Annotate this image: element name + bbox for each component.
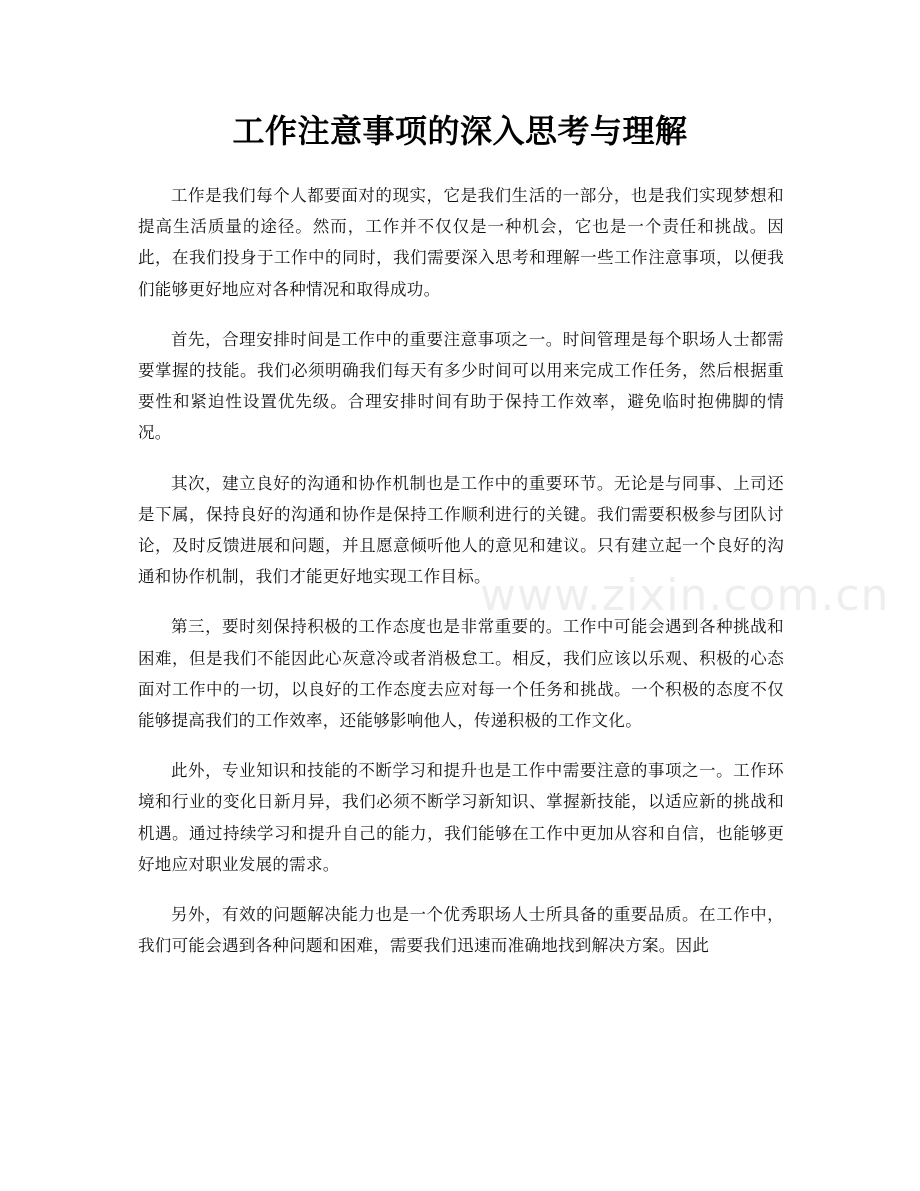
document-title: 工作注意事项的深入思考与理解: [232, 112, 688, 150]
watermark-text: www.zixin.com.cn: [480, 570, 890, 621]
paragraph-2: 首先，合理安排时间是工作中的重要注意事项之一。时间管理是每个职场人士都需要掌握的技能。我们必须明确我们每天有多少时间可以用来完成工作任务，然后根据重要性和紧迫性设置优先级。合理安排时间有助于保持工作效率，避免临时抱佛脚的情况。: [138, 329, 784, 443]
paragraph-3: 其次，建立良好的沟通和协作机制也是工作中的重要环节。无论是与同事、上司还是下属，保持良好的沟通和协作是保持工作顺利进行的关键。我们需要积极参与团队讨论，及时反馈进展和问题，并且愿意倾听他人的意见和建议。只有建立起一个良好的沟通和协作机制，我们才能更好地实现工作目标。: [138, 473, 784, 587]
paragraph-5: 此外，专业知识和技能的不断学习和提升也是工作中需要注意的事项之一。工作环境和行业的变化日新月异，我们必须不断学习新知识、掌握新技能，以适应新的挑战和机遇。通过持续学习和提升自己的能力，我们能够在工作中更加从容和自信，也能够更好地应对职业发展的需求。: [138, 761, 784, 874]
paragraph-4: 第三，要时刻保持积极的工作态度也是非常重要的。工作中可能会遇到各种挑战和困难，但是我们不能因此心灰意冷或者消极怠工。相反，我们应该以乐观、积极的心态面对工作中的一切，以良好的工作态度去应对每一个任务和挑战。一个积极的态度不仅能够提高我们的工作效率，还能够影响他人，传递积极的工作文化。: [138, 617, 784, 731]
paragraph-1: 工作是我们每个人都要面对的现实，它是我们生活的一部分，也是我们实现梦想和提高生活质量的途径。然而，工作并不仅仅是一种机会，它也是一个责任和挑战。因此，在我们投身于工作中的同时，我们需要深入思考和理解一些工作注意事项，以便我们能够更好地应对各种情况和取得成功。: [138, 186, 784, 299]
document-body: [138, 180, 784, 980]
paragraph-6: 另外，有效的问题解决能力也是一个优秀职场人士所具备的重要品质。在工作中，我们可能会遇到各种问题和困难，需要我们迅速而准确地找到解决方案。因此: [138, 905, 784, 956]
